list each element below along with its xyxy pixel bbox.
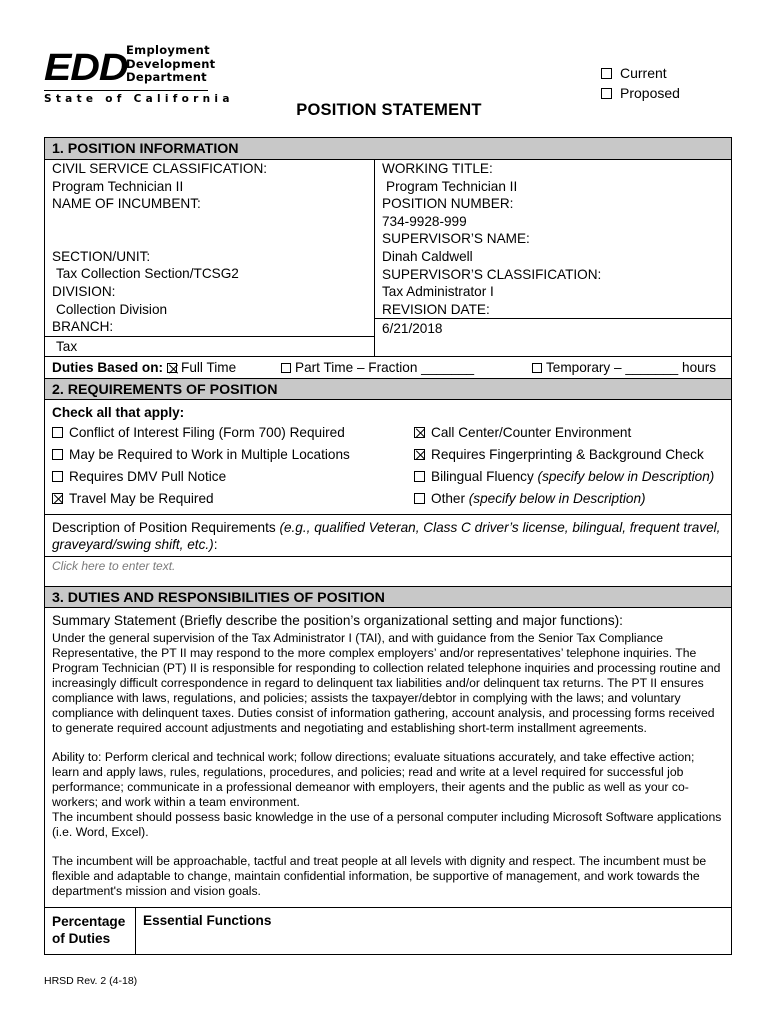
- part-time-option[interactable]: [277, 357, 474, 378]
- section-2-heading: 2. REQUIREMENTS OF POSITION: [45, 378, 731, 400]
- temporary-checkbox[interactable]: [532, 363, 542, 373]
- checkbox[interactable]: [52, 471, 63, 482]
- summary-paragraph-3: The incumbent should possess basic knowledge in the use of a personal computer including Microsoft Software applications (i.e. Word, Excel).: [52, 809, 722, 839]
- duties-section: [45, 608, 731, 954]
- temporary-option[interactable]: [528, 357, 716, 378]
- essential-functions-header: [45, 907, 731, 954]
- checkbox[interactable]: [52, 427, 63, 438]
- supervisor-name-value[interactable]: Dinah Caldwell: [382, 248, 473, 264]
- position-number-label: POSITION NUMBER:: [382, 196, 514, 212]
- dept-name: Employment Development Department: [126, 43, 216, 84]
- full-time-label: Full Time: [181, 359, 237, 375]
- section-3-heading: 3. DUTIES AND RESPONSIBILITIES OF POSITION: [45, 586, 731, 608]
- summary-paragraph-2: Ability to: Perform clerical and technical work; follow directions; evaluate situations accurately, and take effective action; learn and apply laws, rules, regulations, procedures, and policies; read and write at a level required for successful job performance; communicate in a professional demeanor with employers, their agents and the public as well as your co-workers; and work within a team environment.: [52, 749, 695, 809]
- req-multiple-locations[interactable]: May be Required to Work in Multiple Locations: [52, 444, 414, 466]
- status-options: [601, 63, 680, 103]
- requirements-description-label: Description of Position Requirements (e.g., qualified Veteran, Class C driver’s license, bilingual, frequent travel, graveyard/swing shift, etc.):: [45, 514, 731, 556]
- supervisor-class-label: SUPERVISOR’S CLASSIFICATION:: [382, 266, 602, 282]
- part-time-checkbox[interactable]: [281, 363, 291, 373]
- working-title-label: WORKING TITLE:: [382, 161, 493, 176]
- state-line: State of California: [44, 90, 208, 105]
- branch-label: BRANCH:: [52, 319, 114, 335]
- req-call-center[interactable]: Call Center/Counter Environment: [414, 422, 731, 444]
- checkbox[interactable]: [414, 471, 425, 482]
- full-time-checkbox[interactable]: [167, 363, 177, 373]
- temporary-label: Temporary – _______ hours: [546, 359, 717, 375]
- working-title-value[interactable]: Program Technician II: [386, 178, 518, 194]
- incumbent-label: NAME OF INCUMBENT:: [52, 196, 201, 212]
- revision-footer: HRSD Rev. 2 (4-18): [44, 975, 138, 987]
- section-unit-label: SECTION/UNIT:: [52, 248, 151, 264]
- percentage-of-duties-header: Percentage of Duties: [45, 908, 136, 954]
- req-other[interactable]: Other (specify below in Description): [414, 488, 731, 510]
- checkbox[interactable]: [414, 449, 425, 460]
- supervisor-class-value[interactable]: Tax Administrator I: [382, 284, 494, 300]
- duties-based-on-row: [45, 356, 731, 378]
- division-label: DIVISION:: [52, 283, 116, 299]
- summary-paragraph-1: Under the general supervision of the Tax Administrator I (TAI), and with guidance from the Senior Tax Compliance Representative, the PT II may respond to the more complex employers’ and/or representatives’ telephone inquiries. The Program Technician (PT) II is responsible for responding to collection related telephone inquiries and processing routine and increasingly difficult correspondence in regard to delinquent tax liabilities and/or delinquent tax returns. The PT II ensures compliance with laws, regulations, and policies; assists the taxpayer/debtor in complying with the laws; and voluntary compliance with delinquent taxes. Duties consist of information gathering, account analysis, and processing forms received to generate required account adjustments and negotiating and establishing short-term installment agreements.: [52, 630, 721, 735]
- essential-functions-title: Essential Functions: [143, 912, 272, 928]
- classification-value[interactable]: Program Technician II: [52, 178, 184, 194]
- req-fingerprinting[interactable]: Requires Fingerprinting & Background Check: [414, 444, 731, 466]
- check-all-label: Check all that apply:: [52, 404, 185, 420]
- proposed-label: Proposed: [620, 85, 680, 101]
- req-bilingual[interactable]: Bilingual Fluency (specify below in Description): [414, 466, 731, 488]
- req-dmv-pull-notice[interactable]: Requires DMV Pull Notice: [52, 466, 414, 488]
- status-proposed[interactable]: [601, 83, 680, 103]
- req-travel[interactable]: Travel May be Required: [52, 488, 414, 510]
- position-info-left: [45, 160, 375, 356]
- requirements-grid: [52, 422, 731, 510]
- summary-paragraph-4: The incumbent will be approachable, tactful and treat people at all levels with dignity and respect. The incumbent must be flexible and adaptable to change, maintain confidential information, be supportive of management, and work towards the department's mission and vision goals.: [52, 853, 707, 898]
- page-title: POSITION STATEMENT: [296, 101, 482, 119]
- checkbox[interactable]: [52, 493, 63, 504]
- branch-value[interactable]: Tax: [45, 336, 374, 356]
- checkbox[interactable]: [52, 449, 63, 460]
- checkbox[interactable]: [414, 493, 425, 504]
- requirements-description-input[interactable]: Click here to enter text.: [45, 556, 731, 586]
- classification-label: CIVIL SERVICE CLASSIFICATION:: [52, 161, 268, 176]
- section-unit-value[interactable]: Tax Collection Section/TCSG2: [56, 266, 239, 282]
- current-checkbox[interactable]: [601, 68, 612, 79]
- section-1-heading: 1. POSITION INFORMATION: [45, 138, 731, 160]
- division-value[interactable]: Collection Division: [56, 301, 168, 317]
- summary-statement-label: Summary Statement (Briefly describe the position’s organizational setting and major functions):: [52, 612, 623, 628]
- supervisor-name-label: SUPERVISOR’S NAME:: [382, 231, 530, 247]
- status-current[interactable]: [601, 63, 680, 83]
- revision-date-label: REVISION DATE:: [382, 301, 490, 317]
- checkbox[interactable]: [414, 427, 425, 438]
- position-number-value[interactable]: 734-9928-999: [382, 213, 467, 229]
- proposed-checkbox[interactable]: [601, 88, 612, 99]
- incumbent-value[interactable]: [45, 213, 374, 248]
- edd-logo-text: EDD: [44, 47, 128, 89]
- duties-based-on-label: Duties Based on:: [52, 359, 164, 375]
- part-time-label: Part Time – Fraction _______: [295, 359, 475, 375]
- edd-logo: [44, 43, 234, 106]
- position-form: [44, 137, 732, 955]
- requirements-checklist: [45, 400, 731, 510]
- current-label: Current: [620, 65, 667, 81]
- revision-date-value[interactable]: 6/21/2018: [375, 318, 731, 338]
- position-info-right: [375, 160, 731, 356]
- req-conflict-of-interest[interactable]: Conflict of Interest Filing (Form 700) Required: [52, 422, 414, 444]
- position-info-grid: [45, 160, 731, 356]
